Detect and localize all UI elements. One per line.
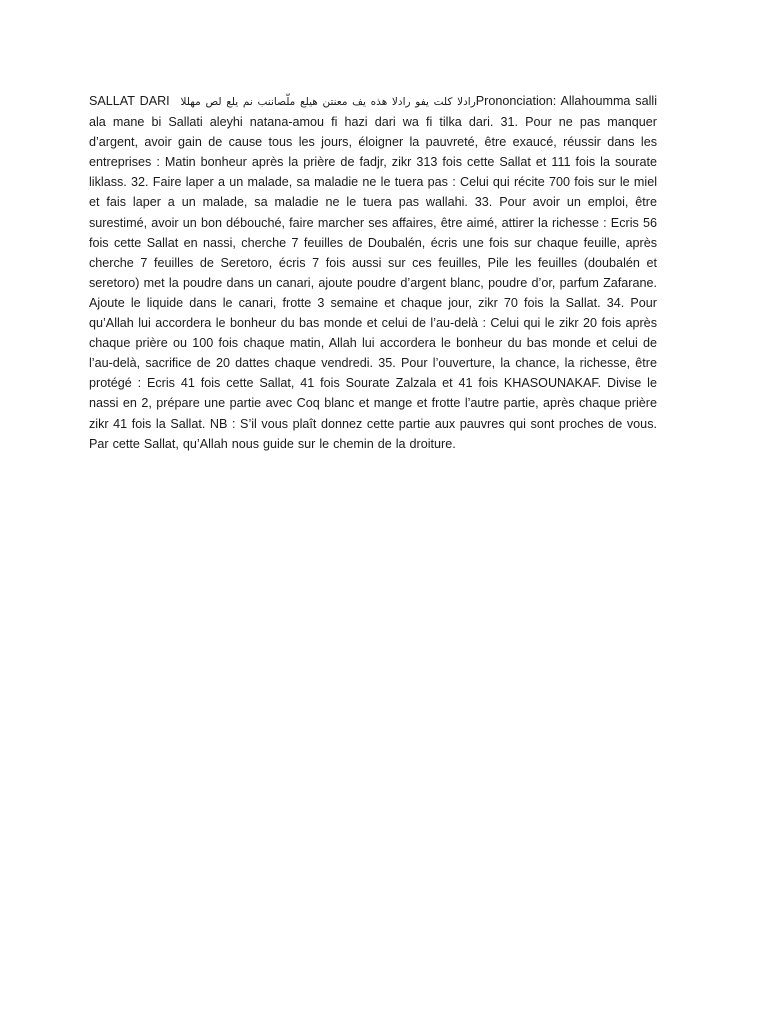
document-title: SALLAT DARI xyxy=(89,94,170,108)
document-paragraph xyxy=(89,91,657,454)
arabic-prayer-text: رادلا كلت يفو رادلا هذه يف معنتن هيلع ملّصاننب نم يلع لص مهللا xyxy=(180,96,476,108)
paragraph-body: Prononciation: Allahoumma salli ala mane bi Sallati aleyhi natana-amou fi hazi dari wa fi tilka dari. 31. Pour ne pas manquer d’argent, avoir gain de cause tous les jours, éloigner la pauvreté, être exaucé, réussir dans les entreprises : Matin bonheur après la prière de fadjr, zikr 313 fois cette Sallat et 111 fois la sourate liklass. 32. Faire laper a un malade, sa maladie ne le tuera pas : Celui qui récite 700 fois sur le miel et fais laper a un malade, sa maladie ne le tuera pas wallahi. 33. Pour avoir un emploi, être surestimé, avoir un bon débouché, faire marcher ses affaires, être aimé, attirer la richesse : Ecris 56 fois cette Sallat en nassi, cherche 7 feuilles de Doubalén, écris une fois sur chaque feuille, après cherche 7 feuilles de Seretoro, écris 7 fois aussi sur ces feuilles, Pile les feuilles (doubalén et seretoro) met la poudre dans un canari, ajoute poudre d’argent blanc, poudre d’or, parfum Zafarane. Ajoute le liquide dans le canari, frotte 3 semaine et chaque jour, zikr 70 fois la Sallat. 34. Pour qu’Allah lui accordera le bonheur du bas monde et celui de l’au-delà : Celui qui le zikr 20 fois après chaque prière ou 100 fois chaque matin, Allah lui accordera le bonheur du bas monde et celui de l’au-delà, sacrifice de 20 dattes chaque vendredi. 35. Pour l’ouverture, la chance, la richesse, être protégé : Ecris 41 fois cette Sallat, 41 fois Sourate Zalzala et 41 fois KHASOUNAKAF. Divise le nassi en 2, prépare une partie avec Coq blanc et mange et frotte l’autre partie, après chaque prière zikr 41 fois la Sallat. NB : S’il vous plaît donnez cette partie aux pauvres qui sont proches de vous. Par cette Sallat, qu’Allah nous guide sur le chemin de la droiture. xyxy=(89,94,657,451)
